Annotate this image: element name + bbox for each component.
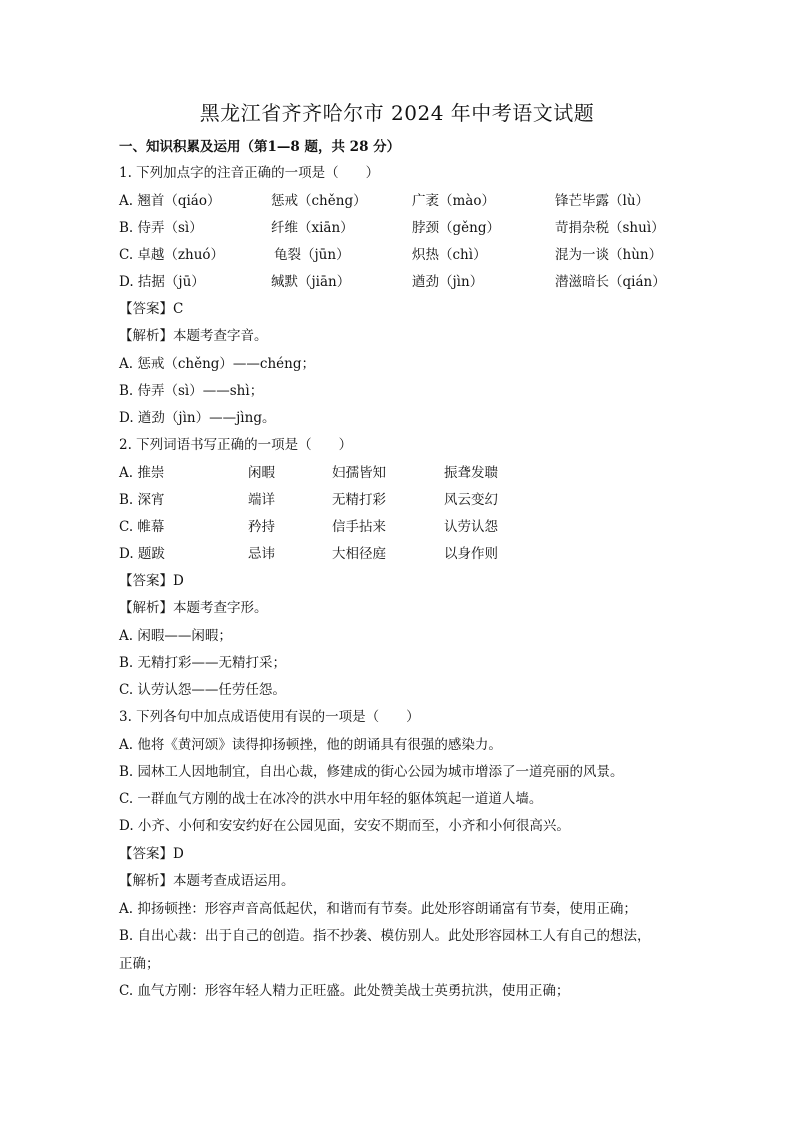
q2-note-2: B. 无精打彩——无精打采； xyxy=(119,655,287,671)
q1-option-c: C. 卓越（zhuó） xyxy=(119,247,225,263)
q2-option-b-word2: 端详 xyxy=(248,492,275,508)
q3-option-a: A. 他将《黄河颂》读得抑扬顿挫，他的朗诵具有很强的感染力。 xyxy=(119,737,502,753)
q1-option-a: A. 翘首（qiáo） xyxy=(119,193,221,209)
page-title: 黑龙江省齐齐哈尔市 2024 年中考语文试题 xyxy=(199,101,595,125)
q1-option-b-word3: 脖颈（gěng） xyxy=(412,220,500,236)
q1-option-c-word4: 混为一谈（hùn） xyxy=(555,247,663,263)
q2-option-d: D. 题跋 xyxy=(119,546,165,562)
question-1-stem: 1. 下列加点字的注音正确的一项是（ ） xyxy=(119,165,380,181)
q2-option-d-word3: 大相径庭 xyxy=(332,546,386,562)
q2-option-c-word4: 认劳认怨 xyxy=(444,519,498,535)
q2-option-d-word2: 忌讳 xyxy=(248,546,275,562)
q3-note-1: A. 抑扬顿挫：形容声音高低起伏，和谐而有节奏。此处形容朗诵富有节奏，使用正确； xyxy=(119,901,637,917)
q1-note-3: D. 遒劲（jìn）——jìng。 xyxy=(119,410,276,426)
q1-option-d-word2: 缄默（jiān） xyxy=(271,274,351,290)
q2-option-b-word3: 无精打彩 xyxy=(332,492,386,508)
q3-note-2: B. 自出心裁：出于自己的创造。指不抄袭、模仿别人。此处形容园林工人有自己的想法， xyxy=(119,928,651,944)
question-2-stem: 2. 下列词语书写正确的一项是（ ） xyxy=(119,437,353,453)
q1-option-d: D. 拮据（jū） xyxy=(119,274,205,290)
q2-option-b: B. 深宵 xyxy=(119,492,165,508)
q2-option-a-word2: 闲暇 xyxy=(248,465,275,481)
q1-analysis: 【解析】本题考查字音。 xyxy=(119,328,268,344)
q3-note-2-continued: 正确； xyxy=(119,956,160,972)
q2-option-a-word3: 妇孺皆知 xyxy=(332,465,386,481)
q3-option-c: C. 一群血气方刚的战士在冰冷的洪水中用年轻的躯体筑起一道道人墙。 xyxy=(119,791,543,807)
question-3-stem: 3. 下列各句中加点成语使用有误的一项是（ ） xyxy=(119,709,420,725)
q3-option-d: D. 小齐、小何和安安约好在公园见面，安安不期而至，小齐和小何很高兴。 xyxy=(119,818,570,834)
q1-option-d-word4: 潜滋暗长（qián） xyxy=(555,274,666,290)
q2-option-d-word4: 以身作则 xyxy=(444,546,498,562)
section-heading: 一、知识积累及运用（第1—8 题，共 28 分） xyxy=(119,139,401,155)
q3-note-3: C. 血气方刚：形容年轻人精力正旺盛。此处赞美战士英勇抗洪，使用正确； xyxy=(119,983,570,999)
q2-analysis: 【解析】本题考查字形。 xyxy=(119,600,268,616)
q3-answer: 【答案】D xyxy=(119,846,184,862)
q1-option-b: B. 侍弄（sì） xyxy=(119,220,203,236)
q1-answer: 【答案】C xyxy=(119,301,184,317)
q3-analysis: 【解析】本题考查成语运用。 xyxy=(119,873,295,889)
q2-option-a-word4: 振聋发聩 xyxy=(444,465,498,481)
q1-option-a-word3: 广袤（mào） xyxy=(412,193,495,209)
q2-answer: 【答案】D xyxy=(119,573,184,589)
q2-option-c-word3: 信手拈来 xyxy=(332,519,386,535)
q1-option-d-word3: 遒劲（jìn） xyxy=(412,274,484,290)
q2-note-3: C. 认劳认怨——任劳任怨。 xyxy=(119,682,286,698)
q1-option-b-word4: 苛捐杂税（shuì） xyxy=(555,220,665,236)
q1-option-a-word4: 锋芒毕露（lù） xyxy=(555,193,650,209)
q1-option-c-word3: 炽热（chì） xyxy=(412,247,487,263)
q1-option-a-word2: 惩戒（chěng） xyxy=(271,193,367,209)
q2-option-b-word4: 风云变幻 xyxy=(444,492,498,508)
q2-option-a: A. 推崇 xyxy=(119,465,165,481)
q1-option-c-word2: 龟裂（jūn） xyxy=(274,247,350,263)
q2-option-c: C. 帷幕 xyxy=(119,519,165,535)
q1-option-b-word2: 纤维（xiān） xyxy=(271,220,354,236)
q3-option-b: B. 园林工人因地制宜，自出心裁，修建成的街心公园为城市增添了一道亮丽的风景。 xyxy=(119,764,624,780)
q1-note-2: B. 侍弄（sì）——shì； xyxy=(119,383,264,399)
q1-note-1: A. 惩戒（chěng）——chéng； xyxy=(119,356,315,372)
q2-option-c-word2: 矜持 xyxy=(248,519,275,535)
q2-note-1: A. 闲暇——闲暇； xyxy=(119,628,232,644)
